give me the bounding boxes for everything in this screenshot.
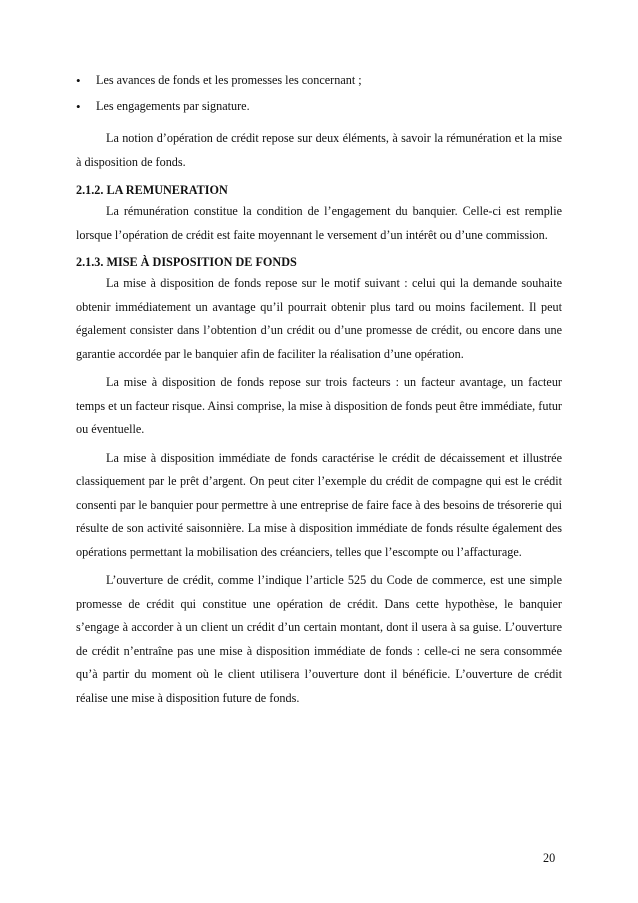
bullet-text: Les avances de fonds et les promesses les concernant ; xyxy=(96,73,362,87)
mise-a-disposition-paragraph-1: La mise à disposition de fonds repose sur le motif suivant : celui qui la demande souhaite obtenir immédiatement un avantage qu’il pourrait obtenir plus tard ou moins facilement. Il peut également consister dans l’obtention d’un crédit ou d’une promesse de crédit, ou encore dans une garantie accordée par le banquier afin de faciliter la réalisation d’une opération. xyxy=(76,276,562,361)
bullet-text: Les engagements par signature. xyxy=(96,99,250,113)
bullet-icon: • xyxy=(76,99,81,114)
page-number: 20 xyxy=(543,851,556,865)
section-heading-remuneration: 2.1.2. LA REMUNERATION xyxy=(76,183,228,197)
mise-a-disposition-paragraph-2: La mise à disposition de fonds repose sur trois facteurs : un facteur avantage, un facteur temps et un facteur risque. Ainsi comprise, la mise à disposition de fonds peut être immédiate, futur ou éventuelle. xyxy=(76,375,562,436)
bullet-item xyxy=(76,68,562,93)
document-page xyxy=(76,68,562,710)
bullet-icon: • xyxy=(76,73,81,88)
remuneration-paragraph: La rémunération constitue la condition de l’engagement du banquier. Celle-ci est remplie lorsque l’opération de crédit est faite moyennant le versement d’un intérêt ou d’une commission. xyxy=(76,204,562,242)
bullet-item xyxy=(76,94,562,119)
mise-a-disposition-paragraph-3: La mise à disposition immédiate de fonds caractérise le crédit de décaissement et illustrée classiquement par le prêt d’argent. On peut citer l’exemple du crédit de compagne qui est le crédit consenti par le banquier pour permettre à une entreprise de faire face à des besoins de trésorerie qui résulte de son activité saisonnière. La mise à disposition immédiate de fonds résulte également des opérations permettant la mobilisation des créanciers, telles que l’escompte ou l’affacturage. xyxy=(76,450,562,559)
intro-paragraph: La notion d’opération de crédit repose sur deux éléments, à savoir la rémunération et la mise à disposition de fonds. xyxy=(76,131,562,169)
mise-a-disposition-paragraph-4: L’ouverture de crédit, comme l’indique l’article 525 du Code de commerce, est une simple promesse de crédit qui constitue une opération de crédit. Dans cette hypothèse, le banquier s’engage à accorder à un client un crédit d’un certain montant, dont il usera à sa guise. L’ouverture de crédit n’entraîne pas une mise à disposition immédiate de fonds : celle-ci ne sera consommée qu’à partir du moment où le client utilisera l’ouverture dont il bénéficie. L’ouverture de crédit réalise une mise à disposition future de fonds. xyxy=(76,573,562,705)
section-heading-mise-a-disposition: 2.1.3. MISE À DISPOSITION DE FONDS xyxy=(76,255,297,269)
